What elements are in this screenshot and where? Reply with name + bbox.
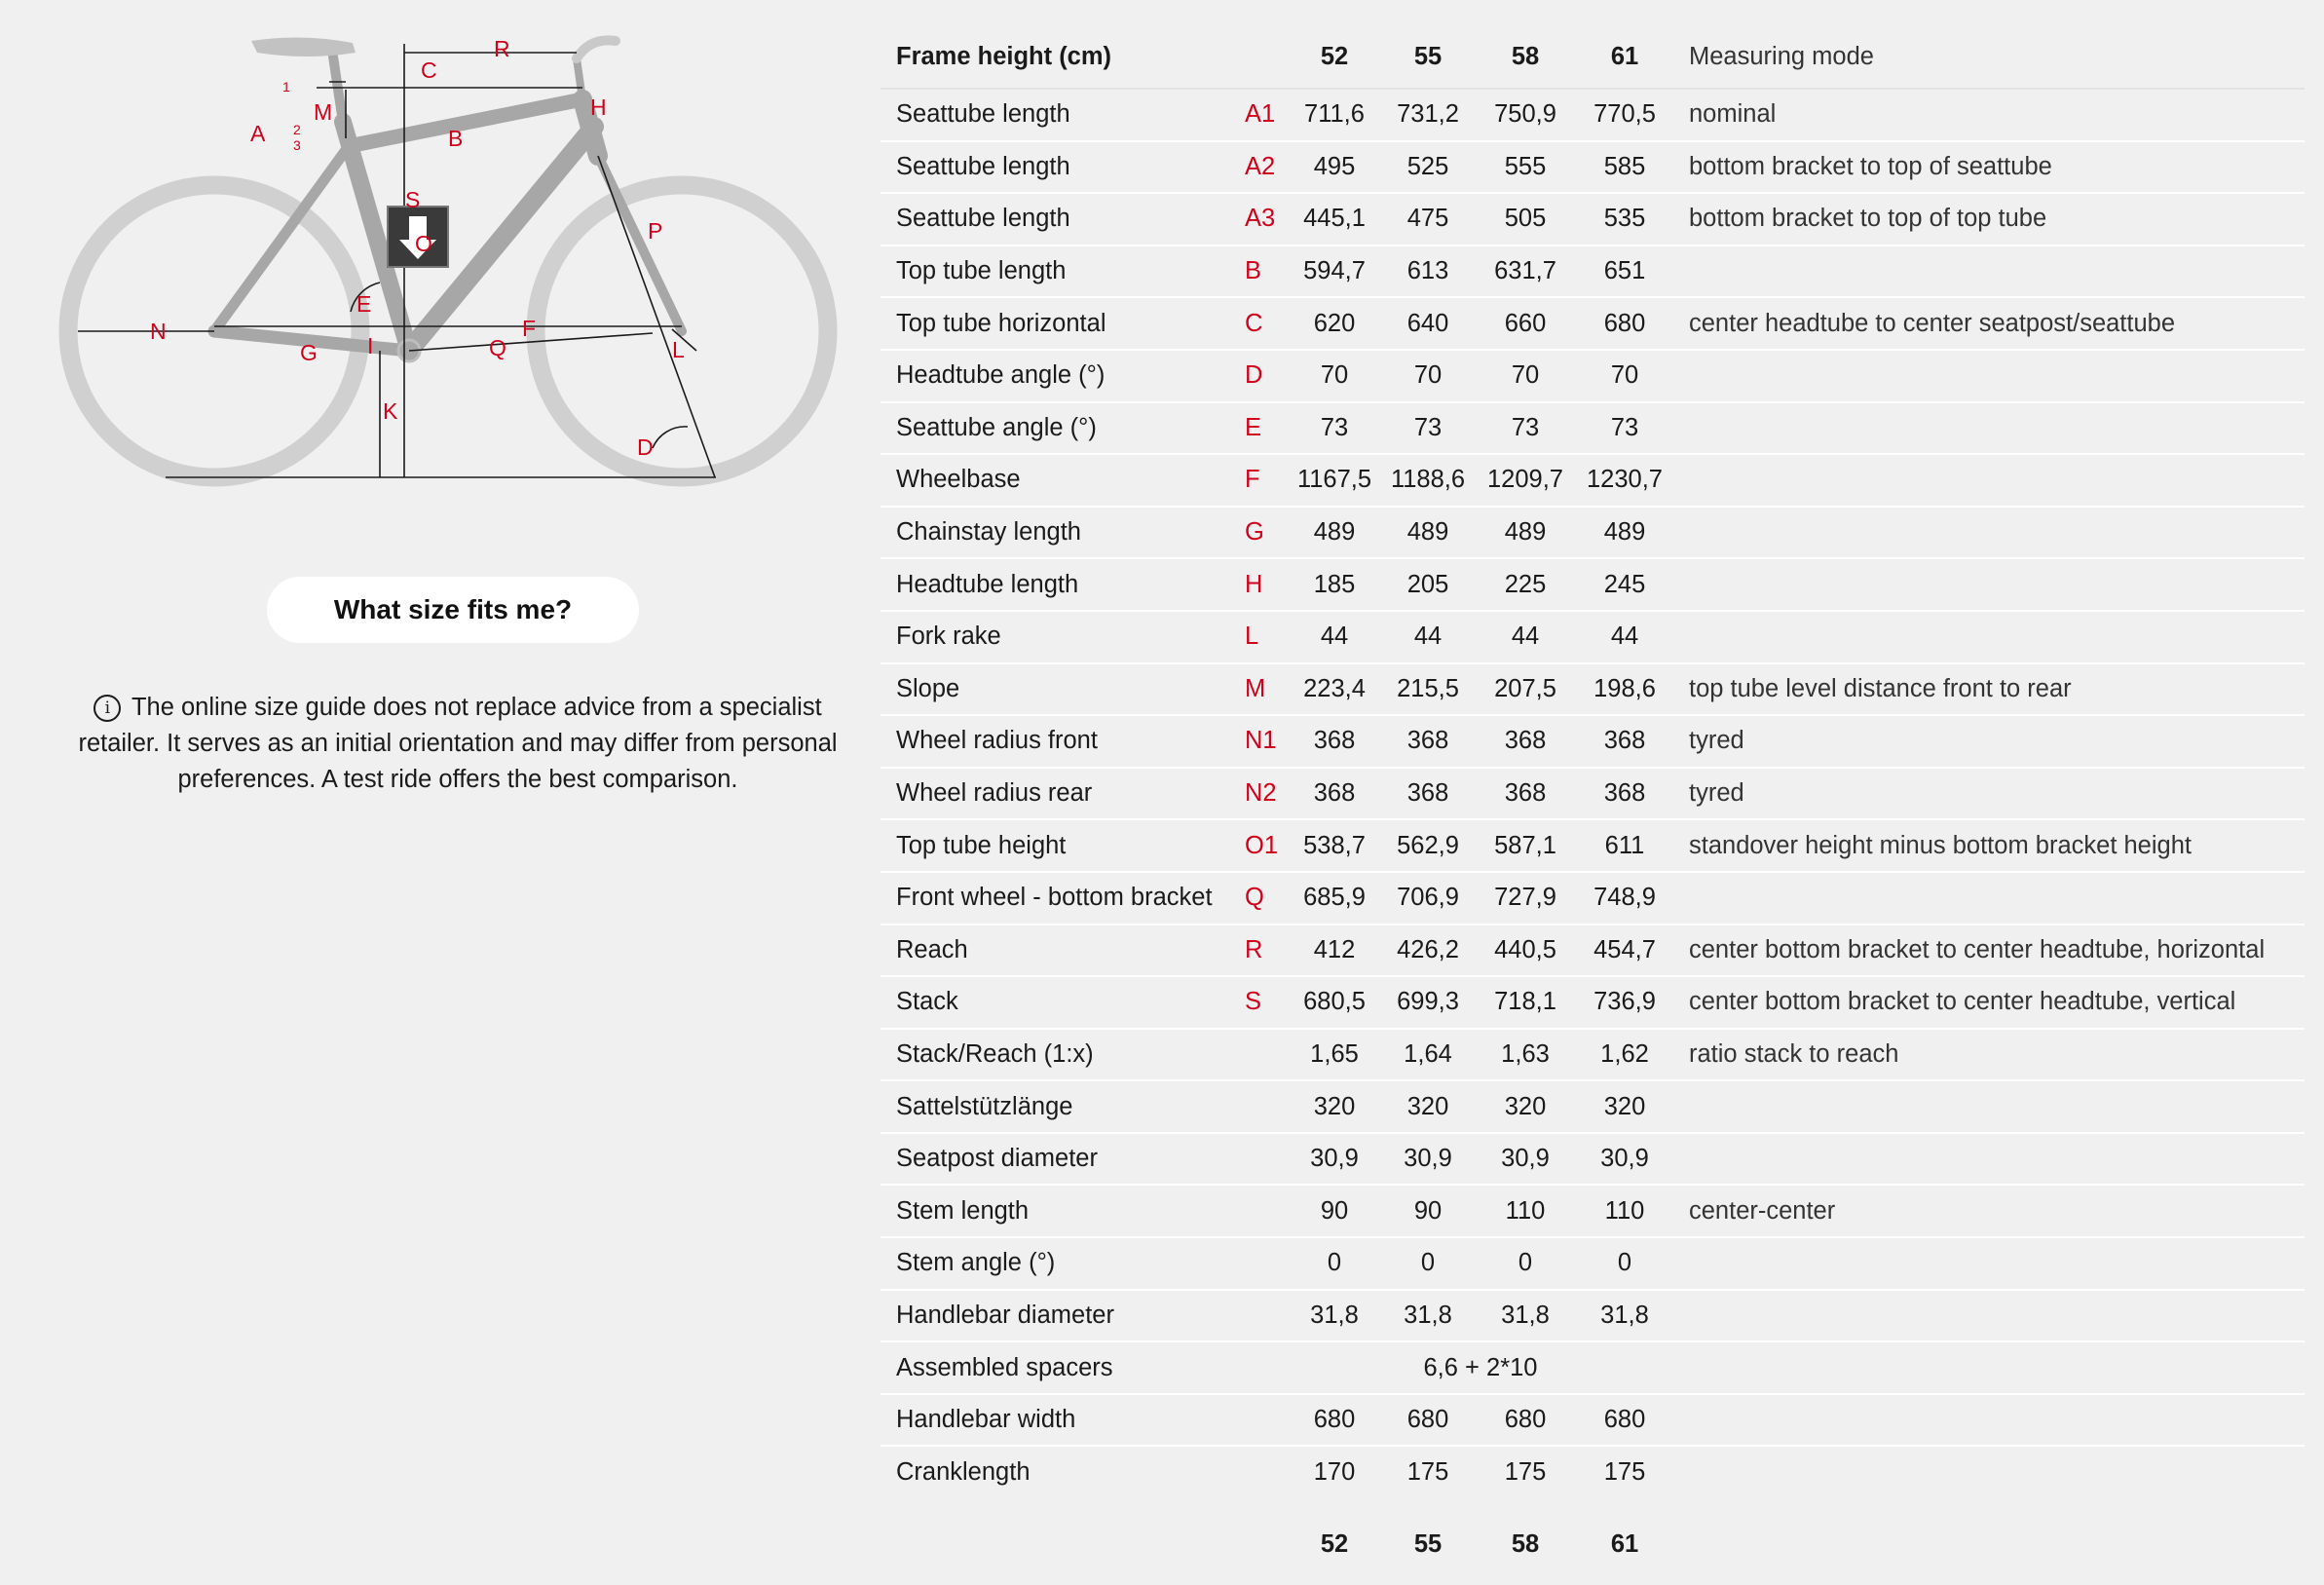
saddle	[251, 37, 356, 57]
table-row	[881, 402, 2305, 455]
row-measuring-mode: bottom bracket to top of top tube	[1673, 193, 2305, 245]
handlebar	[577, 40, 616, 58]
row-value: 198,6	[1576, 663, 1673, 716]
row-value: 736,9	[1576, 976, 1673, 1029]
row-value: 1,65	[1288, 1029, 1381, 1081]
table-row	[881, 245, 2305, 298]
label-e: E	[356, 291, 372, 317]
table-row	[881, 925, 2305, 977]
label-l: L	[672, 337, 685, 362]
row-value: 368	[1475, 768, 1576, 820]
label-d: D	[637, 434, 654, 460]
row-code	[1235, 1133, 1288, 1186]
row-measuring-mode: bottom bracket to top of seattube	[1673, 141, 2305, 194]
row-value: 555	[1475, 141, 1576, 194]
row-measuring-mode	[1673, 507, 2305, 559]
row-name: Stack/Reach (1:x)	[881, 1029, 1235, 1081]
row-measuring-mode	[1673, 1080, 2305, 1133]
row-code: F	[1235, 454, 1288, 507]
table-row	[881, 507, 2305, 559]
row-value: 175	[1406, 1457, 1449, 1486]
row-value: 718,1	[1475, 976, 1576, 1029]
footer-size: 55	[1413, 1529, 1443, 1558]
row-value: 1,63	[1475, 1029, 1576, 1081]
row-measuring-mode	[1673, 1341, 2305, 1394]
row-value: 320	[1475, 1080, 1576, 1133]
row-value: 368	[1288, 768, 1381, 820]
row-value: 489	[1381, 507, 1475, 559]
footer-size: 61	[1610, 1529, 1639, 1558]
label-i: I	[367, 333, 374, 359]
table-row	[881, 1290, 2305, 1342]
row-value: 368	[1576, 715, 1673, 768]
row-value: 651	[1576, 245, 1673, 298]
row-value: 320	[1381, 1080, 1475, 1133]
info-icon: i	[94, 695, 121, 722]
row-code	[1235, 1394, 1288, 1447]
row-name: Seatpost diameter	[881, 1133, 1235, 1186]
row-value: 73	[1288, 402, 1381, 455]
geometry-table	[881, 25, 2305, 1585]
row-value: 225	[1475, 558, 1576, 611]
row-name: Wheel radius front	[881, 715, 1235, 768]
table-row	[881, 1133, 2305, 1186]
header-size: 58	[1475, 25, 1576, 89]
header-measuring-mode: Measuring mode	[1673, 25, 2305, 89]
row-value: 631,7	[1475, 245, 1576, 298]
row-value: 587,1	[1475, 819, 1576, 872]
row-measuring-mode: center headtube to center seatpost/seattube	[1673, 297, 2305, 350]
row-value: 706,9	[1381, 872, 1475, 925]
row-value: 750,9	[1475, 89, 1576, 141]
row-code	[1235, 1290, 1288, 1342]
row-value: 489	[1288, 507, 1381, 559]
row-value: 44	[1576, 611, 1673, 663]
table-row	[881, 1080, 2305, 1133]
row-value: 680,5	[1288, 976, 1381, 1029]
row-name: Sattelstützlänge	[881, 1080, 1235, 1133]
row-value: 1167,5	[1288, 454, 1381, 507]
row-value: 640	[1381, 297, 1475, 350]
row-name: Stack	[881, 976, 1235, 1029]
row-code: A2	[1235, 141, 1288, 194]
table-row	[881, 1446, 2305, 1497]
label-a1: 1	[282, 79, 290, 94]
row-value: 680	[1381, 1394, 1475, 1447]
row-value: 727,9	[1475, 872, 1576, 925]
row-value: 30,9	[1475, 1133, 1576, 1186]
row-measuring-mode: top tube level distance front to rear	[1673, 663, 2305, 716]
row-code	[1235, 1341, 1288, 1394]
row-name: Fork rake	[881, 611, 1235, 663]
row-name: Top tube horizontal	[881, 297, 1235, 350]
row-value: 535	[1576, 193, 1673, 245]
table-row	[881, 663, 2305, 716]
label-n: N	[150, 319, 167, 344]
row-measuring-mode	[1673, 1394, 2305, 1447]
table-row	[881, 1029, 2305, 1081]
table-row	[881, 715, 2305, 768]
row-value: 170	[1313, 1457, 1356, 1486]
row-value: 368	[1576, 768, 1673, 820]
row-value: 368	[1381, 768, 1475, 820]
row-value: 31,8	[1576, 1290, 1673, 1342]
row-measuring-mode: ratio stack to reach	[1673, 1029, 2305, 1081]
row-value: 538,7	[1288, 819, 1381, 872]
footer-spacer	[881, 1497, 1235, 1585]
row-measuring-mode	[1673, 402, 2305, 455]
row-value: 426,2	[1381, 925, 1475, 977]
row-value: 90	[1381, 1185, 1475, 1237]
row-value: 680	[1576, 1394, 1673, 1447]
row-value: 44	[1381, 611, 1475, 663]
row-code: H	[1235, 558, 1288, 611]
row-value: 0	[1381, 1237, 1475, 1290]
table-row	[881, 611, 2305, 663]
row-measuring-mode	[1673, 1237, 2305, 1290]
disclaimer-text: The online size guide does not replace advice from a specialist retailer. It serves as an initial orientation and may differ from personal preferences. A test ride offers the best comparison.	[78, 694, 838, 793]
row-code	[1235, 1446, 1288, 1497]
row-value: 70	[1475, 350, 1576, 402]
label-a: A	[250, 121, 266, 146]
row-measuring-mode	[1673, 872, 2305, 925]
header-size: 61	[1576, 25, 1673, 89]
bike-geometry-diagram	[58, 19, 838, 497]
row-value: 70	[1381, 350, 1475, 402]
row-measuring-mode	[1673, 454, 2305, 507]
row-name: Cranklength	[896, 1457, 1031, 1486]
row-code: R	[1235, 925, 1288, 977]
table-row	[881, 819, 2305, 872]
diagram-labels	[150, 36, 685, 460]
row-name: Stem length	[881, 1185, 1235, 1237]
what-size-fits-me-button[interactable]: What size fits me?	[267, 577, 639, 643]
row-name: Headtube angle (°)	[881, 350, 1235, 402]
row-value: 594,7	[1288, 245, 1381, 298]
row-value: 0	[1288, 1237, 1381, 1290]
row-value: 454,7	[1576, 925, 1673, 977]
row-name: Stem angle (°)	[881, 1237, 1235, 1290]
row-value: 368	[1475, 715, 1576, 768]
row-value: 0	[1475, 1237, 1576, 1290]
row-value: 495	[1288, 141, 1381, 194]
row-value: 1188,6	[1381, 454, 1475, 507]
row-value: 489	[1576, 507, 1673, 559]
row-measuring-mode	[1673, 350, 2305, 402]
row-value: 70	[1288, 350, 1381, 402]
row-value: 73	[1381, 402, 1475, 455]
header-size: 55	[1381, 25, 1475, 89]
row-value: 711,6	[1288, 89, 1381, 141]
row-measuring-mode: center bottom bracket to center headtube, vertical	[1673, 976, 2305, 1029]
row-value: 731,2	[1381, 89, 1475, 141]
label-a3: 3	[293, 137, 301, 153]
row-name: Seattube angle (°)	[881, 402, 1235, 455]
row-value: 620	[1288, 297, 1381, 350]
row-name: Wheelbase	[881, 454, 1235, 507]
row-code: G	[1235, 507, 1288, 559]
row-value-span: 6,6 + 2*10	[1288, 1341, 1673, 1394]
row-name: Seattube length	[881, 89, 1235, 141]
table-row	[881, 1237, 2305, 1290]
table-row	[881, 297, 2305, 350]
row-value: 770,5	[1576, 89, 1673, 141]
row-measuring-mode	[1673, 1133, 2305, 1186]
row-value: 685,9	[1288, 872, 1381, 925]
row-measuring-mode	[1673, 611, 2305, 663]
row-value: 613	[1381, 245, 1475, 298]
header-code	[1235, 25, 1288, 89]
row-value: 31,8	[1381, 1290, 1475, 1342]
table-row	[881, 976, 2305, 1029]
row-name: Assembled spacers	[881, 1341, 1235, 1394]
label-r: R	[494, 36, 510, 61]
label-k: K	[383, 398, 398, 424]
label-b: B	[448, 126, 464, 151]
label-f: F	[522, 316, 537, 341]
label-s: S	[405, 187, 421, 212]
row-measuring-mode: tyred	[1673, 768, 2305, 820]
row-value: 223,4	[1288, 663, 1381, 716]
row-name: Top tube height	[881, 819, 1235, 872]
row-name: Chainstay length	[881, 507, 1235, 559]
table-row	[881, 350, 2305, 402]
row-code	[1235, 1080, 1288, 1133]
row-value: 699,3	[1381, 976, 1475, 1029]
footer-spacer	[1235, 1497, 1288, 1585]
row-code: A1	[1235, 89, 1288, 141]
row-code: O1	[1235, 819, 1288, 872]
footer-size: 52	[1320, 1529, 1349, 1558]
row-code	[1235, 1237, 1288, 1290]
row-value: 660	[1475, 297, 1576, 350]
row-measuring-mode	[1673, 245, 2305, 298]
table-row	[881, 558, 2305, 611]
label-p: P	[648, 218, 663, 244]
row-measuring-mode: tyred	[1673, 715, 2305, 768]
row-code: L	[1235, 611, 1288, 663]
row-measuring-mode: center bottom bracket to center headtube, horizontal	[1673, 925, 2305, 977]
row-value: 680	[1288, 1394, 1381, 1447]
table-row	[881, 872, 2305, 925]
row-value: 175	[1504, 1457, 1547, 1486]
row-value: 31,8	[1288, 1290, 1381, 1342]
label-o: O	[415, 231, 432, 256]
label-g: G	[300, 340, 318, 365]
row-code	[1235, 1029, 1288, 1081]
row-value: 611	[1576, 819, 1673, 872]
row-value: 320	[1576, 1080, 1673, 1133]
row-value: 0	[1576, 1237, 1673, 1290]
row-value: 207,5	[1475, 663, 1576, 716]
header-size: 52	[1288, 25, 1381, 89]
row-value: 440,5	[1475, 925, 1576, 977]
row-value: 30,9	[1576, 1133, 1673, 1186]
table-header-row	[881, 25, 2305, 89]
row-value: 175	[1603, 1457, 1646, 1486]
row-value: 412	[1288, 925, 1381, 977]
row-value: 585	[1576, 141, 1673, 194]
row-value: 90	[1288, 1185, 1381, 1237]
row-code: N2	[1235, 768, 1288, 820]
table-row	[881, 193, 2305, 245]
row-name: Slope	[881, 663, 1235, 716]
row-value: 70	[1576, 350, 1673, 402]
row-value: 44	[1475, 611, 1576, 663]
label-c: C	[421, 57, 437, 83]
row-value: 44	[1288, 611, 1381, 663]
table-row	[881, 89, 2305, 141]
row-name: Front wheel - bottom bracket	[881, 872, 1235, 925]
row-value: 320	[1288, 1080, 1381, 1133]
label-h: H	[590, 94, 607, 120]
row-code: D	[1235, 350, 1288, 402]
label-q: Q	[489, 335, 506, 360]
row-code: M	[1235, 663, 1288, 716]
geometry-table-body	[881, 89, 2305, 1497]
row-code: C	[1235, 297, 1288, 350]
table-row	[881, 1185, 2305, 1237]
table-row	[881, 1394, 2305, 1447]
row-measuring-mode	[1673, 1446, 2305, 1497]
row-value: 489	[1475, 507, 1576, 559]
row-code: Q	[1235, 872, 1288, 925]
row-value: 505	[1475, 193, 1576, 245]
header-frame-height: Frame height (cm)	[881, 25, 1235, 89]
row-value: 525	[1381, 141, 1475, 194]
row-value: 110	[1475, 1185, 1576, 1237]
row-value: 185	[1288, 558, 1381, 611]
table-footer-row	[881, 1497, 2305, 1585]
row-measuring-mode	[1673, 558, 2305, 611]
row-value: 1230,7	[1576, 454, 1673, 507]
row-value: 680	[1475, 1394, 1576, 1447]
row-measuring-mode: standover height minus bottom bracket height	[1673, 819, 2305, 872]
row-value: 368	[1288, 715, 1381, 768]
size-guide-disclaimer	[78, 690, 838, 798]
footer-spacer	[1673, 1497, 2305, 1585]
row-code: E	[1235, 402, 1288, 455]
row-measuring-mode: nominal	[1673, 89, 2305, 141]
table-row	[881, 768, 2305, 820]
row-name: Headtube length	[881, 558, 1235, 611]
row-value: 562,9	[1381, 819, 1475, 872]
table-row	[881, 454, 2305, 507]
row-name: Top tube length	[881, 245, 1235, 298]
row-name: Wheel radius rear	[881, 768, 1235, 820]
row-measuring-mode: center-center	[1673, 1185, 2305, 1237]
row-value: 31,8	[1475, 1290, 1576, 1342]
row-value: 30,9	[1288, 1133, 1381, 1186]
row-value: 1,64	[1381, 1029, 1475, 1081]
row-value: 1209,7	[1475, 454, 1576, 507]
row-value: 475	[1381, 193, 1475, 245]
row-code: S	[1235, 976, 1288, 1029]
row-name: Seattube length	[881, 141, 1235, 194]
row-value: 30,9	[1381, 1133, 1475, 1186]
row-value: 110	[1576, 1185, 1673, 1237]
row-value: 245	[1576, 558, 1673, 611]
row-value: 368	[1381, 715, 1475, 768]
row-code: N1	[1235, 715, 1288, 768]
row-name: Reach	[881, 925, 1235, 977]
row-name: Seattube length	[881, 193, 1235, 245]
row-name: Handlebar width	[881, 1394, 1235, 1447]
row-name: Handlebar diameter	[881, 1290, 1235, 1342]
row-value: 748,9	[1576, 872, 1673, 925]
row-value: 205	[1381, 558, 1475, 611]
bike-geometry-svg	[58, 19, 838, 497]
table-row	[881, 1341, 2305, 1394]
row-code: B	[1235, 245, 1288, 298]
row-value: 215,5	[1381, 663, 1475, 716]
table-row	[881, 141, 2305, 194]
row-measuring-mode	[1673, 1290, 2305, 1342]
label-a2: 2	[293, 122, 301, 137]
footer-size: 58	[1511, 1529, 1540, 1558]
row-code	[1235, 1185, 1288, 1237]
row-value: 680	[1576, 297, 1673, 350]
row-value: 73	[1475, 402, 1576, 455]
row-value: 445,1	[1288, 193, 1381, 245]
row-value: 73	[1576, 402, 1673, 455]
row-code: A3	[1235, 193, 1288, 245]
row-value: 1,62	[1576, 1029, 1673, 1081]
label-m: M	[314, 99, 333, 125]
